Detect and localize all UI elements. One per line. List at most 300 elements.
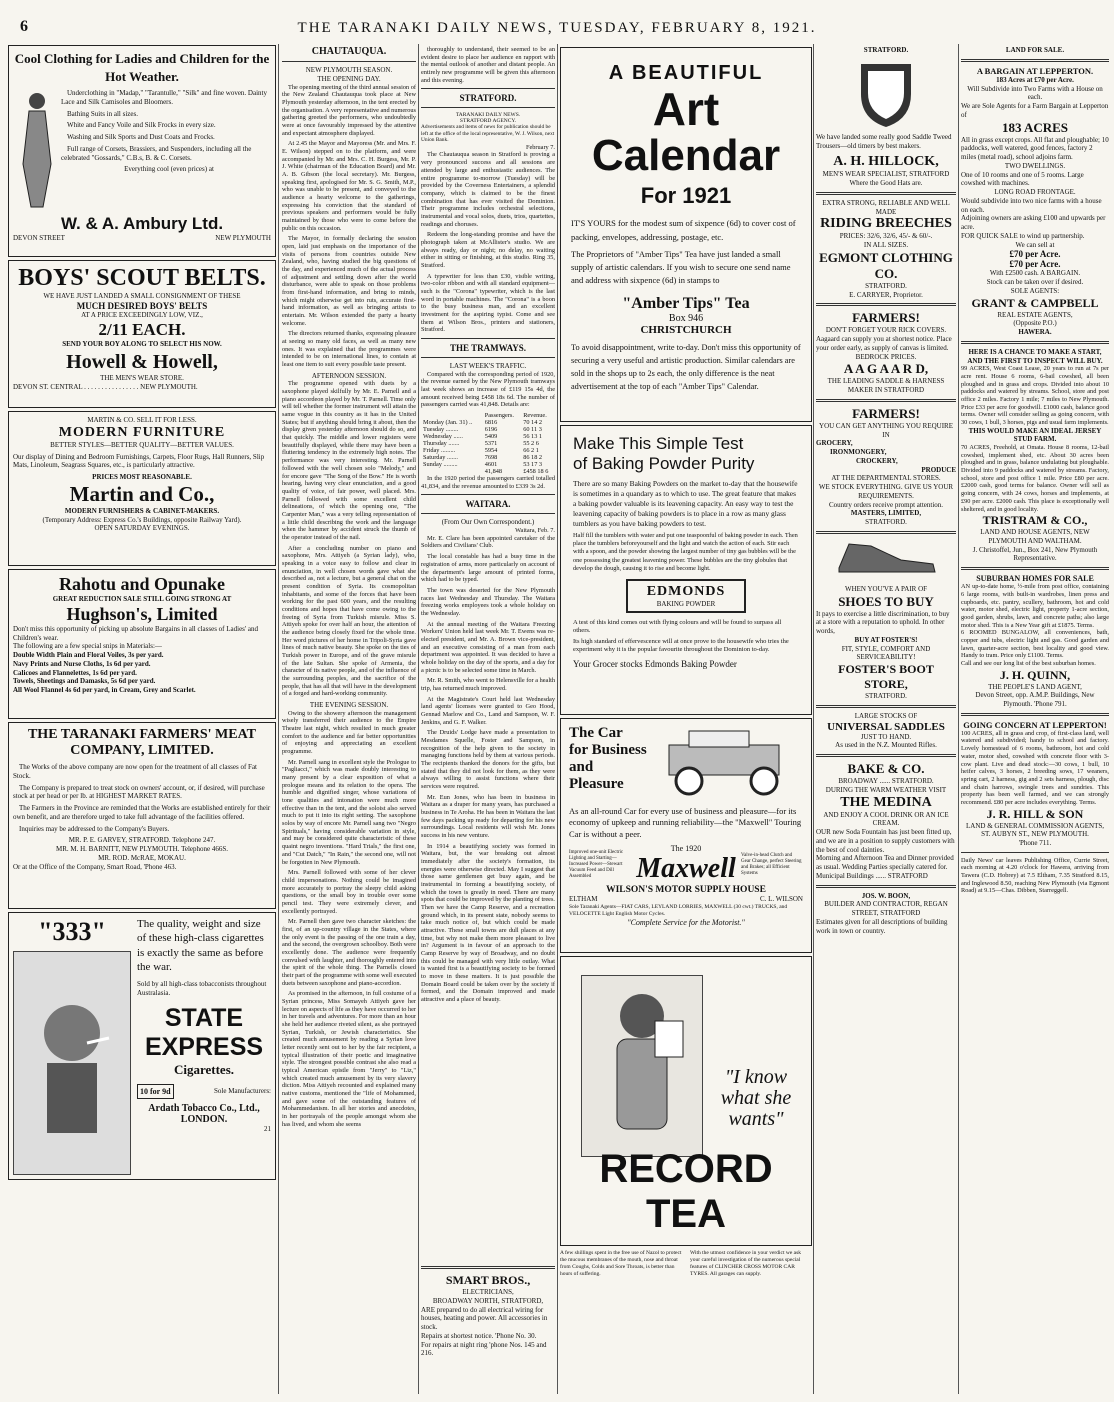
medina-title: THE MEDINA xyxy=(840,794,932,810)
table-row xyxy=(421,454,555,461)
hill-firm: J. R. HILL & SON xyxy=(986,806,1084,821)
edmonds-paragraph: Half fill the tumblers with water and put one teaspoonful of baking powder in each. Then place the tumblers beforeyourself and the light and watch the action of each. Stir each with a spoon, and the powder showing the largest number of tiny gas bubbles will be the one possessing the greatest leavening power. These bubbles are the tiny globules that develop the dough, causing it to rise and become light. xyxy=(573,532,798,572)
bargain-title: A BARGAIN AT LEPPERTON. xyxy=(976,65,1094,76)
table-cell: 86 18 2 xyxy=(523,454,543,462)
smart-bros-advert xyxy=(421,1262,555,1396)
smart-bros-night: For repairs at night ring 'phone Nos. 145 and 216. xyxy=(421,1340,547,1358)
smart-bros-trade: ELECTRICIANS, xyxy=(462,1288,514,1296)
article-paragraph: The opening meeting of the third annual session of the New Zealand Chautauqua took place at New Plymouth yesterday afternoon, in the tent erected by the organisation. A very representative and numerous gathering greeted the performers, who undoubtedly were at once favourably impressed by the attentive and expectant atmosphere displayed. xyxy=(282,83,416,137)
concern-head: GOING CONCERN AT LEPPERTON! xyxy=(963,719,1107,730)
hughson-advert xyxy=(8,569,276,719)
martin-title: MODERN FURNITURE xyxy=(58,424,226,440)
boon-body: Estimates given for all descriptions of building work in town or country. xyxy=(816,917,948,935)
stratford-sub: STRATFORD AGENCY. xyxy=(459,118,517,125)
column-rule xyxy=(813,44,814,1394)
table-cell: 53 17 3 xyxy=(523,461,543,469)
maxwell-slogan: "Complete Service for the Motorist." xyxy=(627,917,745,927)
cigarette-maker-label: Sole Manufacturers: xyxy=(214,1086,271,1095)
howell-intro: WE HAVE JUST LANDED A SMALL CONSIGNMENT OF THESE xyxy=(43,292,241,300)
maxwell-headline: for Business xyxy=(569,742,647,758)
egmont-prices: PRICES: 32/6, 32/6, 45/- & 60/-. xyxy=(839,232,933,241)
article-paragraph: The town was deserted for the New Plymouth races last Wednesday and Thursday. The Waitara freezing works employees took a whole holiday on the Wednesday. xyxy=(421,586,555,617)
bake-address: BROADWAY ...... STRATFORD. xyxy=(838,777,934,785)
bargain-price: £70 per Acre. xyxy=(1009,249,1061,260)
meat-company-paragraph: The Farmers in the Province are reminded that the Works are established entirely for their own benefit, and are therefore urged to take full advantage of the facilities offered. xyxy=(13,804,271,821)
ambury-line: Full range of Corsets, Brassiers, and Suspenders, including all the celebrated "Gossards," C.B.s, B. & C. Corsets. xyxy=(61,144,252,162)
edmonds-paragraph: Its high standard of effervescence will at once prove to the housewife who tries the experiment why it is the popular favourite throughout the Dominion to-day. xyxy=(573,637,789,654)
masters-item: IRONMONGERY, xyxy=(830,448,887,456)
aagaard-trade: THE LEADING SADDLE & HARNESS MAKER IN STRATFORD xyxy=(827,377,945,394)
howell-send: SEND YOUR BOY ALONG TO SELECT HIS NOW. xyxy=(62,339,222,348)
stratford-date: February 7. xyxy=(525,143,555,151)
bake-line: AND ENJOY A COOL DRINK OR AN ICE CREAM. xyxy=(823,810,949,828)
bargain-acres: 183 ACRES xyxy=(1001,119,1069,135)
bargain-stock: Stock can be taken over if desired. xyxy=(986,278,1084,286)
smart-bros-repairs: Repairs at shortest notice. 'Phone No. 30. xyxy=(421,1331,537,1340)
table-cell: 7698 xyxy=(484,454,498,462)
edmonds-logo-text: EDMONDS xyxy=(646,583,726,599)
article-paragraph: Mr. Parnell sang in excellent style the Prologue to "Pagliacci," which was made doubly interesting to many present by a clear exposition of what a prologue means and its relation to the opera. The humble and dignified singer, whose variations of tone qualities and intonation were much more effective than in the tent, and the soloist also served much to put it into its right setting. The saxophone solos by way of encore Mr. Parnell sang two "Negro Spirituals," having considerable variation in style, and may be considered quite characteristic of these quaint negro inventions. "Hard Trials," the first one, and "Cut Datch," "In Rain," the second one, will not be forgotten in New Plymouth. xyxy=(282,758,416,866)
masters-item: CROCKERY, xyxy=(856,456,898,465)
suburban-head: SUBURBAN HOMES FOR SALE xyxy=(976,574,1094,584)
amber-tips-brand: "Amber Tips" Tea xyxy=(622,295,750,313)
edmonds-headline: of Baking Powder Purity xyxy=(573,453,755,473)
table-cell: Monday (Jan. 31) .. xyxy=(423,419,473,427)
table-row xyxy=(421,447,555,454)
howell-store: THE MEN'S WEAR STORE. xyxy=(100,374,184,383)
table-cell: 70 14 2 xyxy=(523,419,543,427)
howell-price: 2/11 EACH. xyxy=(98,319,186,339)
aagaard-head: FARMERS! xyxy=(852,310,920,326)
table-row xyxy=(421,426,555,433)
maxwell-headline: and Pleasure xyxy=(569,759,624,792)
saddles-line: JUST TO HAND. xyxy=(860,732,912,741)
shield-emblem xyxy=(856,59,916,129)
tristram-ideal: THIS WOULD MAKE AN IDEAL JERSEY STUD FARM. xyxy=(968,426,1102,444)
bake-teas: Morning and Afternoon Tea and Dinner provided as usual. Wedding Parties specially catered for. xyxy=(816,854,954,871)
stratford-heading: STRATFORD. xyxy=(459,93,517,104)
hillock-trade: MEN'S WEAR SPECIALIST, STRATFORD xyxy=(822,170,950,179)
hill-trade: LAND & GENERAL COMMISSION AGENTS, xyxy=(966,821,1104,830)
tristram-address: J. Christoffel, Jun., Box 241, New Plymouth Representative. xyxy=(972,545,1098,563)
maxwell-right-features: Valve-in-head Clutch and Gear Change, perfect Steering and Brakes; all Efficient Systems xyxy=(741,852,802,876)
record-tea-brand: RECORD TEA xyxy=(599,1147,773,1236)
bargain-cash: With £2500 cash. A BARGAIN. xyxy=(989,269,1081,278)
martin-prices: PRICES MOST REASONABLE. xyxy=(92,473,192,481)
clincher-notice: With the utmost confidence in your verdict we ask your careful investigation of the numerous special features of CLINCHER CROSS MOTOR CAR TYRES. All garages can supply. xyxy=(690,1250,801,1277)
advert-code: 21 xyxy=(264,1124,271,1133)
stratford-sub: TARANAKI DAILY NEWS. xyxy=(455,112,521,119)
edmonds-logo xyxy=(626,579,746,613)
meat-company-buyer: MR. M. H. BARNITT, NEW PLYMOUTH. Telephone 466S. xyxy=(55,845,229,853)
column-rule xyxy=(557,44,558,1394)
table-cell: Saturday ....... xyxy=(423,454,458,462)
quinn-firm: J. H. QUINN, xyxy=(999,667,1071,682)
masters-item: GROCERY, xyxy=(816,439,853,448)
howell-sub: MUCH DESIRED BOYS' BELTS xyxy=(76,300,208,311)
maxwell-headline: The Car xyxy=(569,725,623,741)
foster-line: FIT, STYLE, COMFORT AND SERVICEABILITY! xyxy=(841,644,931,662)
hillock-firm: A. H. HILLOCK, xyxy=(833,154,939,170)
boon-name: JOS. W. BOON, xyxy=(861,891,911,900)
traffic-table xyxy=(421,412,555,475)
bargain-adjoin: Adjoining owners are asking £100 and upwards per acre. xyxy=(961,214,1106,231)
bargain-line: Will Subdivide into Two Farms with a House on each. xyxy=(967,84,1103,102)
touring-car-illustration xyxy=(649,725,803,802)
bargain-desc: All in grass except crops. All flat and ploughable; 10 paddocks, well watered, good fences, factory 2 miles (metal road), school adjoins farm. xyxy=(961,135,1109,161)
bake-municipal: Municipal Buildings ...... STRATFORD xyxy=(816,871,928,880)
page-number: 6 xyxy=(20,18,28,35)
tramways-heading: THE TRAMWAYS. xyxy=(449,342,527,353)
tramways-sub: LAST WEEK'S TRAFFIC. xyxy=(449,361,527,370)
maxwell-dealer-name: C. L. WILSON xyxy=(759,895,803,904)
meat-company-paragraph: Inquiries may be addressed to the Company's Buyers. xyxy=(19,824,170,833)
article-paragraph: Mrs. Parnell followed with some of her clever child impersonations. Nothing could be imagined more accurately to portray the sleepy child asking questions, or the small boy in trouble over some pencil test. They were extremely clever, and excellently portrayed. xyxy=(282,869,416,915)
tristram-firm: TRISTRAM & CO., xyxy=(982,513,1088,528)
column-1 xyxy=(8,42,276,1397)
meat-company-buyer: MR. P. E. GARVEY, STRATFORD. Telephone 247. xyxy=(68,836,216,845)
nazol-notice: A few shillings spent in the free use of Nazol to protect the mucous membranes of the mouth, nose and throat from Coughs, Colds and Sore Throats, is better than hours of suffering. xyxy=(560,1250,682,1277)
bargain-line: 183 Acres at £70 per Acre. xyxy=(996,75,1074,84)
quinn-address: Devon Street, opp. A.M.P. Buildings, New Plymouth. 'Phone 791. xyxy=(975,691,1095,709)
maxwell-left-features: Improved one-unit Electric Lighting and Starting—Increased Power—Stewart Vacuum Feed and Dill Assembled xyxy=(569,849,624,879)
grant-campbell-firm: GRANT & CAMPBELL xyxy=(971,295,1099,310)
masters-item: PRODUCE xyxy=(921,465,956,474)
howell-advert xyxy=(8,260,276,408)
record-tea-advert xyxy=(560,956,812,1246)
foster-line: WHEN YOU'VE A PAIR OF xyxy=(844,584,928,593)
smart-bros-name: SMART BROS., xyxy=(445,1273,531,1287)
article-paragraph: In the 1920 period the passengers carried totalled 41,834, and the revenue amounted to £339 3s 2d. xyxy=(421,475,555,490)
maxwell-body: As an all-round Car for every use of business and pleasure—for its economy of upkeep and running reliability—the "Maxwell" Touring Car is without a peer. xyxy=(569,806,802,839)
hill-address: ST. AUBYN ST., NEW PLYMOUTH. xyxy=(981,830,1089,839)
bargain-subdivide: Would subdivide into two nice farms with a house on each. xyxy=(961,196,1102,214)
article-paragraph: A typewriter for less than £30, visible writing, two-color ribbon and with all standard equipment—such is the "Corona" typewriter, which is the last word in portable machines. The "Corona" is a boon to the busy business man, and an excellent investment for the aspiring typist. Come and see them at Wilson Bros., printers and stationers, Stratford. xyxy=(421,272,555,334)
maxwell-agents: Sole Taranaki Agents—FIAT CARS, LEYLAND LORRIES, MAXWELL (30 cwt.) TRUCKS, and VELOCETTE Light English Motor Cycles. xyxy=(569,904,788,918)
stratford-note: Advertisements and items of news for publication should be left at the office of the local representative, W. J. Wilson, next Union Bank. xyxy=(421,124,555,144)
table-cell: Tuesday ........ xyxy=(423,426,459,434)
article-paragraph: thoroughly to understand, their seemed to be an evident desire to place her audience en rapport with the mental outlook of another and distant people. An entirely new programme will be given this afternoon and this evening. xyxy=(421,46,555,84)
column-3 xyxy=(421,46,555,1396)
waitara-date: Waitara, Feb. 7. xyxy=(515,527,555,535)
bargain-sole: SOLE AGENTS: xyxy=(1010,286,1060,295)
girl-with-teapot-illustration xyxy=(581,975,703,1157)
bargain-quick: FOR QUICK SALE to wind up partnership. xyxy=(961,231,1085,240)
table-header: Revenue. xyxy=(523,412,547,420)
edmonds-headline: Make This Simple Test xyxy=(573,434,744,453)
table-cell: 66 2 1 xyxy=(523,447,539,455)
egmont-title: RIDING BREECHES xyxy=(820,216,952,232)
meat-company-advert xyxy=(8,722,276,909)
foster-firm: FOSTER'S BOOT STORE, xyxy=(838,662,934,691)
maxwell-dealer-place: ELTHAM xyxy=(569,895,598,904)
bargain-frontage: LONG ROAD FRONTAGE. xyxy=(994,188,1076,196)
tristram-intro: HERE IS A CHANCE TO MAKE A START, AND THE FIRST TO INSPECT WILL BUY. xyxy=(967,347,1103,365)
column-2 xyxy=(282,46,416,1396)
shoe-illustration xyxy=(831,538,941,583)
chautauqua-heading: CHAUTAUQUA. xyxy=(311,46,387,57)
ambury-line: Underclothing in "Madap," "Tarantulle," "Silk" and fine woven. Dainty Lace and Silk Camisoles and Bloomers. xyxy=(61,89,267,106)
foster-body: It pays to exercise a little discrimination, to buy at a store with a reputation to uphold. In other words, xyxy=(816,609,950,635)
table-cell: £458 18 6 xyxy=(523,468,549,476)
table-cell: Thursday ....... xyxy=(423,440,460,448)
bake-firm: BAKE & CO. xyxy=(847,761,925,776)
table-cell: 5409 xyxy=(484,433,498,441)
edmonds-logo-sub: BAKING POWDER xyxy=(656,599,716,608)
edmonds-tagline: Your Grocer stocks Edmonds Baking Powder xyxy=(573,658,737,669)
article-paragraph: Owing to the showery afternoon the management wisely transferred their audience to the Empire Theatre last night, which resulted in much greater comfort to the audience and far better opportunities of enjoying and appreciating an excellent programme. xyxy=(282,709,416,756)
hillock-intro: We have landed some really good Saddle Tweed Trousers—old timers by best makers. xyxy=(816,132,952,150)
article-paragraph: At 2.45 the Mayor and Mayoress (Mr. and Mrs. F. E. Wilson) stepped on to the platform, and were accompanied by Mr. and Mrs. C. H. Burgess, Mr. P. J. White (chairman of the Education Board) and Mr. A. B. Gibson (the local secretary). Mr. Burgess, speaking first, apologised for Mr. S. G. Smith, M.P., who was unable to be present, and conveyed to the audience a hearty welcome to the gatherings, expressing his conviction that the standard of previous speakers and performers would be fully maintained by those who were to come before the public on this occasion. xyxy=(282,140,416,232)
article-paragraph: Mr. Eun Jones, who has been in business in Waitara as a draper for many years, has purchased a business in Te Aroha. He has been in Waitara the last few days packing up ready for departing for his new surroundings. Local residents will wish Mr. Jones success in his new venture. xyxy=(421,793,555,839)
aagaard-firm: A A G A A R D, xyxy=(843,361,929,377)
calendar-line: A BEAUTIFUL xyxy=(608,62,764,84)
table-cell: 56 13 1 xyxy=(523,433,543,441)
howell-firm: Howell & Howell, xyxy=(66,351,218,374)
chautauqua-subhead: NEW PLYMOUTH SEASON. xyxy=(305,66,393,74)
aagaard-sub: BEDROCK PRICES. xyxy=(855,352,917,361)
bake-line: DURING THE WARM WEATHER VISIT xyxy=(825,785,947,794)
suburban-listing: AN up-to-date home, ½-mile from post office, containing 6 large rooms, with built-in wardrobes, linen press and cupboards, etc. pantry, scullery, bathroom, hot and cold water, motor shed, electric light, property 1-acre section, good garden, shrubs, lawn, and concrete paths; also large motor shed. This is a New Year gift at £1875. Terms. xyxy=(961,583,1109,629)
ambury-line: White and Fancy Voile and Silk Frocks in every size. xyxy=(67,121,216,130)
table-cell: Sunday ......... xyxy=(423,461,458,469)
masthead xyxy=(0,0,1114,40)
cigarette-name: STATE xyxy=(164,1003,244,1032)
column-rule xyxy=(958,44,959,1394)
egmont-prop: E. CARRYER, Proprietor. xyxy=(849,290,923,299)
boon-trade: BUILDER AND CONTRACTOR, REGAN STREET, STRATFORD xyxy=(824,900,948,917)
article-paragraph: After a concluding number on piano and saxophone, Mrs. Attiyeh (a Syrian lady), who, speaking in a voice easy to follow and clear in enunciation, in well chosen words gave what she described as, not a lecture, but a general chat on the present condition of Syria. Its cosmopolitan inhabitants, and some of the forces that have been working for the past 600 years, and the resulting conditions and hopes that have come owing to the freeing of Syria from Turkish misrule. Miss S. Attiyeh spoke for over half an hour, the attention of the audience being closely fixed for the whole time. Her word pictures of her home in Tripoli-Syria gave lines of much native beauty. She spoke on the ties of Turkish power in Europe, and of the grave misrule of the late Sultan. She spoke of Armenia, the character of its native people, and of the influence of the surrounding peoples, and the sacrifice of the people, that has all that will have in the development of a forged and hard-working community. xyxy=(282,544,416,698)
table-cell: Wednesday ...... xyxy=(423,433,463,441)
column-7 xyxy=(961,46,1109,1396)
masters-head: FARMERS! xyxy=(852,405,920,421)
edmonds-paragraph: There are so many Baking Powders on the market to-day that the housewife is sometimes in a quandary as to which to use. The great feature that makes a baking powder valuable is its leavening capacity. An easy way to test the leavening capacity of baking powders is to place in a row as many glass tumblers as you have baking powders to test. xyxy=(573,479,798,529)
edmonds-baking-powder-advert xyxy=(560,425,812,715)
hughson-item: Towels, Sheetings and Damasks, 5s 6d per yard. xyxy=(13,677,156,686)
smart-bros-address: BROADWAY NORTH, STRATFORD, xyxy=(432,1296,544,1305)
article-paragraph: As promised in the afternoon, in full costume of a Syrian princess, Miss Somayeh Attiyeh gave her lecture on aspects of life as they have occurred to her in her travels and adventures. For more than an hour she held her audience riveted silent, as she portrayed Syrian, Turkish, or Jewish characteristics. She created much amusement by reading a Syrian love letter recently sent out to her by the fair recipient, a typical illustration of their poetic and imaginative style. The strongest possible contrast she also read a typical American epistle from "Jerry" to "Liz," which created much amusement by its very slavery diction. Miss Attiyeh recounted and explained many native customs, mentioned the "life of Mohammed, and gave some of the outstanding features of Mohammedanism. In all her stories and anecdotes, in her portrayals of the people amongst whom she has lived, and whom she seems xyxy=(282,990,416,1128)
howell-address: DEVON ST. CENTRAL . . . . . . . . . . . . . . . . NEW PLYMOUTH. xyxy=(13,383,198,391)
masters-stock: WE STOCK EVERYTHING. GIVE US YOUR REQUIREMENTS. xyxy=(818,483,954,500)
article-paragraph: In 1914 a beautifying society was formed in Waitara, but, the war breaking out almost immediately after the society's formation, its energies were otherwise directed. May I suggest that those same gentlemen get busy again, and be instrumental in forming a beautifying society, of which the town is greatly in need. There are many spots that could be improved by the planting of trees. Then we have the Camp Reserve, and a recreation ground which, in its present state, nobody seems to take much notice of, but which could be made attractive. These small towns are dull places at any time, but why not make them more pleasant to live in? Argument is in favour of an approach to the Camp Reserve by way of Broadway, and no doubt this could be managed with very little outlay. What is wanted first is a beautifying society to be formed to move in these matters. It is just possible the Domain Board could be taken over by the society if formed, and the Domain improved and made attractive and a place of beauty. xyxy=(421,842,555,1004)
aagaard-body: Aagaard can supply you at shortest notice. Place your order early, as supply of canvas is limited. xyxy=(816,335,952,352)
cigarette-maker: Ardath Tobacco Co., Ltd., LONDON. xyxy=(148,1102,260,1125)
table-cell: 6196 xyxy=(484,426,498,434)
martin-body: Our display of Dining and Bedroom Furnishings, Carpets, Floor Rugs, Hall Runners, Slip Mats, Linoleum, Seagrass Squares, etc., is particularly attractive. xyxy=(13,452,265,470)
concern-listing: 100 ACRES, all in grass and crop, of first-class land, well watered and subdivided; handy to school and factory. Lovely homestead of 6 rooms, bathroom, hot and cold water, motor shed, cowshed with concrete floor with 3-cow plant. Live and dead stock:—30 cows, 1 bull, 10 heifer calves, 3 horses, 2 breeding sows, 17 weaners, spring cart, 2 harness, gig and 2 sets harness, plough, disc and chain harrows, swingle trees and sundries. This property has been well farmed, and we can strongly recommend. £80 per acre includes everything. Terms. xyxy=(961,729,1109,806)
article-paragraph: The Druids' Lodge have made a presentation to Mesdames Squelle, Foster and Sampson, in recognition of the help given to the society in managing functions held by them at various periods. The recipients thanked the donors for the gifts, but stated that they did not look for them, as they were always willing to assist functions where their services were required. xyxy=(421,729,555,790)
masters-at: AT THE DEPARTMENTAL STORES. xyxy=(831,474,941,483)
masters-town: STRATFORD. xyxy=(865,518,907,526)
ambury-street: DEVON STREET xyxy=(13,234,65,243)
cigarette-copy: The quality, weight and size of these high-class cigarettes is exactly the same as before the war. xyxy=(137,918,264,973)
amber-tips-city: CHRISTCHURCH xyxy=(640,324,732,337)
table-cell: 41,848 xyxy=(484,468,503,476)
newspaper-title: THE TARANAKI DAILY NEWS, TUESDAY, FEBRUARY 8, 1921. xyxy=(297,20,817,36)
news-car-service: Daily News' car leaves Publishing Office, Currie Street, each morning at 4.20 o'clock for Hawera, arriving from Tawera (C.D. Hobrey) at 7.5 Eltham, 7.35 Stratford 8.15, and Inglewood 8.50, reaching New Plymouth (via Egmont Road) at 9.15—Chas. Dibben, Starreggell. xyxy=(961,856,1109,895)
table-header xyxy=(421,412,483,419)
meat-company-buyer: MR. ROD. McRAE, MOKAU. xyxy=(98,853,186,862)
hughson-item: Calicoes and Flannelettes, 1s 6d per yard. xyxy=(13,668,137,677)
table-cell: 4601 xyxy=(484,461,498,469)
speech-bubble-text: "I know what she wants" xyxy=(720,1066,792,1130)
edmonds-paragraph: A test of this kind comes out with flying colours and will be found to surpass all others. xyxy=(573,618,782,635)
maxwell-year: The 1920 xyxy=(670,844,702,854)
foster-title: SHOES TO BUY xyxy=(838,593,934,609)
maxwell-dealer: WILSON'S MOTOR SUPPLY HOUSE xyxy=(606,885,766,896)
table-cell: 6816 xyxy=(484,419,498,427)
aagaard-line: DON'T FORGET YOUR RICK COVERS. xyxy=(825,326,947,335)
hillock-motto: Where the Good Hats are. xyxy=(849,179,923,187)
amber-tips-calendar-advert xyxy=(560,47,812,422)
column-rule xyxy=(418,44,419,1394)
article-paragraph: Redeem the long-standing promise and have the photograph taken at McAllister's studio. We are always ready, day or night; no delay, no waiting either in sitting or finishing, at this studio. Ring 35, Stratford. xyxy=(421,231,555,269)
article-paragraph: Mr. R. Smith, who went to Helensville for a health trip, has returned much improved. xyxy=(421,677,555,692)
table-cell xyxy=(421,468,483,475)
ambury-line: Washing and Silk Sports and Dust Coats and Frocks. xyxy=(67,133,215,142)
state-express-advert xyxy=(8,912,276,1180)
howell-title: BOYS' SCOUT BELTS. xyxy=(18,265,266,291)
table-row xyxy=(421,461,555,468)
smart-bros-body: ARE prepared to do all electrical wiring for houses, heating and power. All accessories in stock. xyxy=(421,1305,548,1331)
table-cell: Friday ......... xyxy=(423,447,456,455)
martin-address: (Temporary Address: Express Co.'s Buildings, opposite Railway Yard). xyxy=(42,515,242,524)
chautauqua-subhead: THE OPENING DAY. xyxy=(317,74,381,83)
calendar-line: For 1921 xyxy=(640,183,732,209)
masters-intro: YOU CAN GET ANYTHING YOU REQUIRE IN xyxy=(819,421,953,439)
article-paragraph: Compared with the corresponding period of 1920, the revenue earned by the New Plymouth tramways last week shows an increase of £119 15s 4d, the amount received being £458 18s 6d. The number of passengers carried was 41,848. Details are: xyxy=(421,370,555,409)
egmont-firm: EGMONT CLOTHING CO. xyxy=(819,249,953,281)
article-paragraph: The Chautauqua season in Stratford is proving a very pronounced success and all sessions are attended by large and enthusiastic audiences. The entire programme to-morrow (Tuesday) will be provided by the Coverness Entertainers, a splendid company, which is claimed to be the finest combination that has ever visited the Dominion. Their programme includes orchestral selections, instrumental and vocal solos, duets, trios, quartettes, readings and choruses. xyxy=(421,151,555,228)
table-total-row xyxy=(421,468,555,475)
martin-advert xyxy=(8,411,276,566)
martin-trade: MODERN FURNISHERS & CABINET-MAKERS. xyxy=(64,506,220,515)
cigarette-sold: Sold by all high-class tobacconists throughout Australasia. xyxy=(137,980,267,997)
land-sale-head: LAND FOR SALE. xyxy=(1005,46,1065,54)
hughson-firm: Hughson's, Limited xyxy=(66,603,218,624)
calendar-line: Calendar xyxy=(591,131,781,181)
meat-company-paragraph: The Company is prepared to treat stock on owners' account, or, if desired, will purchase stock at per head or per lb. at HIGHEST MARKET RATES. xyxy=(13,783,265,801)
saddles-line: LARGE STOCKS OF xyxy=(854,711,918,720)
hughson-specials-intro: The following are a few special snips in Materials:— xyxy=(13,642,162,651)
calendar-paragraph: To avoid disappointment, write to-day. Don't miss this opportunity of securing a very useful and artistic production. Similar calendars are sold in the shops up to 2s each, the only difference is the neat advertisement at the top of each "Amber Tips" Calendar. xyxy=(571,343,801,391)
ambury-line: Bathing Suits in all sizes. xyxy=(67,109,138,118)
ambury-firm: W. & A. Ambury Ltd. xyxy=(60,214,224,234)
hughson-sub: GREAT REDUCTION SALE STILL GOING STRONG AT xyxy=(52,595,232,603)
column-rule xyxy=(278,44,279,1394)
table-row xyxy=(421,433,555,440)
suburban-listing: 6 ROOMED BUNGALOW, all conveniences, bath, copper and tubs, electric light and gas. Good garden and lawn, quarter-acre section, best locality and good view. Handy to tram. Price only £1100. Terms. xyxy=(961,629,1109,660)
article-paragraph: Mr. E. Clare has been appointed caretaker of the Soldiers and Civilians' Club. xyxy=(421,534,555,550)
column-4-5-adverts xyxy=(560,44,812,1396)
column-6 xyxy=(816,46,956,1396)
table-header: Passengers. xyxy=(484,412,514,420)
article-paragraph: The directors returned thanks, expressing pleasure at seeing so many old faces, as well as many new ones. It was explained that the programmes were intended to be on international lines, to contain at least one item to suit every possible taste present. xyxy=(282,330,416,369)
martin-hours: OPEN SATURDAY EVENINGS. xyxy=(94,524,190,533)
bake-body: OUR new Soda Fountain has just been fitted up, and we are in a position to supply customers with the best of cool dainties. xyxy=(816,828,955,854)
maxwell-logo: Maxwell xyxy=(636,853,736,885)
bargain-agents: We are Sole Agents for a Farm Bargain at Lepperton of xyxy=(961,102,1109,119)
ambury-town: NEW PLYMOUTH xyxy=(215,234,271,243)
lady-figure-illustration xyxy=(13,89,61,214)
stratford-head: STRATFORD. xyxy=(863,46,909,54)
martin-firm: Martin and Co., xyxy=(69,481,215,506)
article-paragraph: The programme opened with duets by a saxophone played skilfully by Mr. E. Parnell and a piano accordeon played by Mr. T. Parnell. Time only will tell whether the former instrument will attain the same vogue in this country as it has in the United States; but if anything should bring it about, then the display given yesterday afternoon should do so, and that quickly. The middle and lower registers were beautifully displayed, while there may have been a fluttering tendency in the extremely high notes. The performance was very interesting. Mr. Parnell followed with the well chosen solo "Melody," and for encore gave "The Song of the Bow." He is worth hearing, having very clear enunciation, and a good quality of voice, of fair power, well placed. Mrs. Parnell followed with some excellent child delineations, of which the opening one, "The Carpenter Man," was a very telling representation of a little child describing the work and the language when the hammer by accident struck the thumb of the operator instead of the nail. xyxy=(282,380,416,541)
table-cell: 60 11 3 xyxy=(523,426,542,434)
cigarette-name: EXPRESS xyxy=(144,1032,264,1061)
maxwell-car-advert xyxy=(560,718,812,953)
saddles-title: UNIVERSAL SADDLES xyxy=(827,720,945,733)
grant-campbell-town: HAWERA. xyxy=(1018,328,1052,336)
tristram-listing: 70 ACRES, Freehold, at Omata. House 8 rooms, 12-bail cowshed, implement shed, etc. About 30 acres been ploughed and in grass, balance undulating but ploughable. Divided into 9 paddocks and watered by streams. Factory, school, store and post office 1 mile. Price £80 per acre. £2000 cash, good terms for balance. Owner will sell as going concern, with 24 cows, horses and implements, at £90 per acre. £2000 cash. This place is exceptionally well sheltered, and in good locality. xyxy=(961,444,1109,513)
ambury-line: Everything cool (even prices) at xyxy=(124,165,214,174)
amber-tips-box: Box 946 xyxy=(668,313,704,325)
calendar-paragraph: IT'S YOURS for the modest sum of sixpence (6d) to cover cost of packing, envelopes, addressing, postage, etc. xyxy=(571,218,796,242)
article-paragraph: The local constable has had a busy time in the registration of arms, more particularly on account of the department's large amount of printed forms, which had to be typed. xyxy=(421,553,555,584)
calendar-line: Art xyxy=(652,83,720,135)
grant-campbell-opp: (Opposite P.O.) xyxy=(1013,319,1057,328)
bargain-price: £70 per Acre. xyxy=(1009,259,1061,270)
hughson-title: Rahotu and Opunake xyxy=(58,574,226,594)
article-paragraph: Mr. Parnell then gave two character sketches: the first, of an up-country village in the States, where the only event is the passing of the one train a day, and the second, the overgrown schoolboy. Both were excellently done. The audience were frequently convulsed with laughter, and thoroughly entered into the spirit of the whole thing. The Parnells closed their part of the programme with some well executed duets between saxophone and piano-accordion. xyxy=(282,918,416,987)
quinn-trade: THE PEOPLE'S LAND AGENT, xyxy=(988,682,1082,691)
smoker-portrait-illustration xyxy=(13,951,131,1175)
hughson-intro: Don't miss this opportunity of picking up absolute Bargains in all classes of Ladies' and Children's wear. xyxy=(13,624,259,642)
calendar-paragraph: The Proprietors of "Amber Tips" Tea have just landed a small supply of artistic calendars. If you wish to secure one send name and address with sixpence (6d) in stamps to xyxy=(571,248,791,286)
waitara-heading: WAITARA. xyxy=(465,499,511,510)
egmont-line: EXTRA STRONG, RELIABLE AND WELL MADE xyxy=(822,198,950,216)
afternoon-session-head: AFTERNOON SESSION. xyxy=(311,371,387,380)
ambury-advert xyxy=(8,45,276,257)
meat-company-title: THE TARANAKI FARMERS' MEAT COMPANY, LIMITED. xyxy=(27,727,257,758)
bargain-dwellings: TWO DWELLINGS. xyxy=(1004,161,1066,170)
saddles-line: As used in the N.Z. Mounted Rifles. xyxy=(835,741,937,750)
ambury-title: Cool Clothing for Ladies and Children for the Hot Weather. xyxy=(14,51,270,84)
cigarette-brand-number: "333" xyxy=(38,917,106,946)
bargain-rooms: One of 10 rooms and one of 5 rooms. Large cowshed with machines. xyxy=(961,170,1084,188)
table-cell: 55 2 6 xyxy=(523,440,539,448)
tristram-trade: LAND AND HOUSE AGENTS, NEW PLYMOUTH AND WALTHAM. xyxy=(980,528,1090,545)
egmont-town: STRATFORD. xyxy=(865,281,907,290)
tristram-listing: 99 ACRES, West Coast Lease, 20 years to run at 7s per acre rent. House 6 rooms, 6-bail cowshed, all been ploughed and in grass and crops. Divided into about 10 paddocks and watered by streams. School, store and post office 2 miles. Factory 1 mile; 7 miles to New Plymouth. Price £33 per acre for goodwill. £1000 cash, balance good terms. Owner will consider selling as going concern, with 30 cows, 1 bull, 3 horses, pigs and usual farm implements. xyxy=(961,365,1109,426)
evening-session-head: THE EVENING SESSION. xyxy=(309,700,389,709)
article-paragraph: At the annual meeting of the Waitara Freezing Workers' Union held last week Mr. T. Ewens was re-elected president, and Mr. A. Brown vice-president, and an executive consisting of a man from each department was appointed. It was decided to have a whole holiday on the day of the sports, and a day for a picnic is to be selected some time in March. xyxy=(421,620,555,674)
hughson-item: Double Width Plain and Floral Voiles, 3s per yard. xyxy=(13,651,164,659)
table-header-row xyxy=(421,412,555,419)
hughson-item: Navy Prints and Nurse Cloths, 1s 6d per yard. xyxy=(13,659,151,668)
masters-country: Country orders receive prompt attention. xyxy=(828,500,944,509)
suburban-listing: Call and see our long list of the best suburban homes. xyxy=(961,659,1096,667)
foster-line: BUY AT FOSTER'S! xyxy=(854,635,918,644)
table-cell: 5371 xyxy=(484,440,498,448)
meat-company-paragraph: The Works of the above company are now open for the treatment of all classes of Fat Stock. xyxy=(13,763,258,780)
martin-top: MARTIN & CO. SELL IT FOR LESS. xyxy=(87,416,197,424)
martin-tag: BETTER STYLES—BETTER QUALITY—BETTER VALUES. xyxy=(50,440,234,449)
waitara-sub: (From Our Own Correspondent.) xyxy=(441,518,535,527)
howell-price-line: AT A PRICE EXCEEDINGLY LOW, VIZ., xyxy=(81,310,203,319)
table-row xyxy=(421,440,555,447)
table-row xyxy=(421,419,555,426)
bargain-whole: We can sell at xyxy=(1015,240,1055,249)
egmont-sizes: IN ALL SIZES. xyxy=(863,241,909,249)
cigarette-price-badge: 10 for 9d xyxy=(137,1084,174,1099)
grant-campbell-trade: REAL ESTATE AGENTS, xyxy=(997,310,1073,319)
hughson-item: All Wool Flannel 4s 6d per yard, in Cream, Grey and Scarlet. xyxy=(13,686,196,694)
table-cell: 5954 xyxy=(484,447,498,455)
hill-phone: 'Phone 711. xyxy=(1018,839,1052,848)
article-paragraph: At the Magistrate's Court held last Wednesday land agents' licenses were granted to Geo Hood, Gennad Marlow and Co., Land and Sampson, W. F. Jenkins, and G. F. Walker. xyxy=(421,695,555,726)
masters-firm: MASTERS, LIMITED, xyxy=(850,509,922,518)
